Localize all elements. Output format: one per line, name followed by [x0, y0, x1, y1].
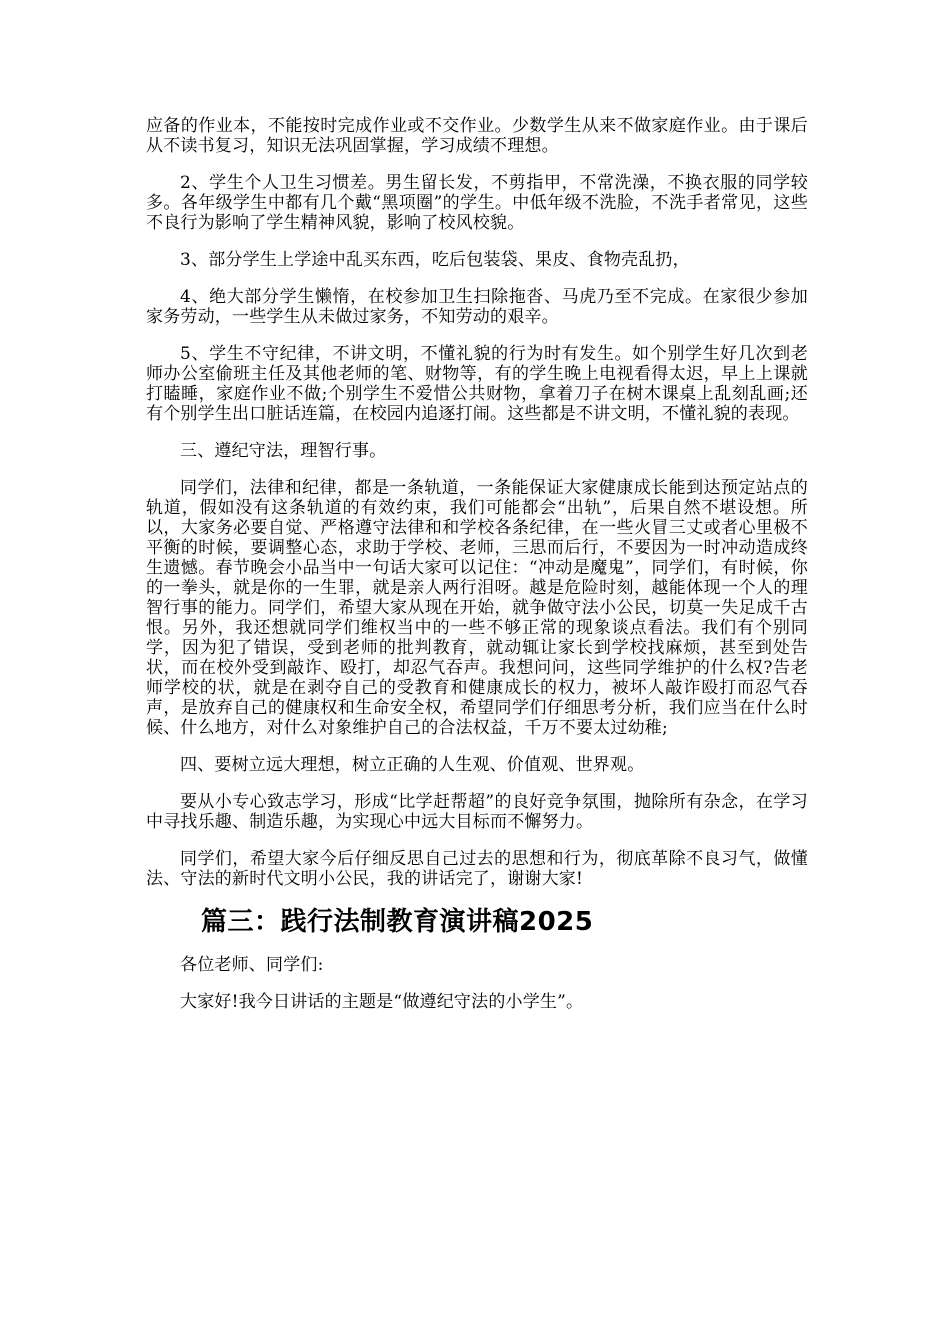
paragraph-homework-continued: 应备的作业本，不能按时完成作业或不交作业。少数学生从来不做家庭作业。由于课后从不读书复习，知识无法巩固掌握，学习成绩不理想。	[146, 116, 808, 156]
paragraph-salutation: 各位老师、同学们:	[180, 955, 324, 975]
paragraph-greeting: 大家好!我今日讲话的主题是“做遵纪守法的小学生”。	[180, 992, 584, 1012]
paragraph-discipline: 5、学生不守纪律，不讲文明，不懂礼貌的行为时有发生。如个别学生好几次到老师办公室偷班主任及其他老师的笔、财物等，有的学生晚上电视看得太迟，早上上课就打瞌睡，家庭作业不做;个别学生不爱惜公共财物，拿着刀子在树木课桌上乱刻乱画;还有个别学生出口脏话连篇，在校园内追逐打闹。这些都是不讲文明，不懂礼貌的表现。	[146, 344, 808, 424]
paragraph-closing: 同学们，希望大家今后仔细反思自己过去的思想和行为，彻底革除不良习气，做懂法、守法的新时代文明小公民，我的讲话完了，谢谢大家!	[146, 849, 808, 889]
paragraph-study: 要从小专心致志学习，形成“比学赶帮超”的良好竞争氛围，抛除所有杂念，在学习中寻找乐趣、制造乐趣，为实现心中远大目标而不懈努力。	[146, 792, 808, 832]
paragraph-law-and-discipline: 同学们，法律和纪律，都是一条轨道，一条能保证大家健康成长能到达预定站点的轨道，假如没有这条轨道的有效约束，我们可能都会“出轨”，后果自然不堪设想。所以，大家务必要自觉、严格遵守法律和和学校各条纪律，在一些火冒三丈或者心里极不平衡的时候，要调整心态，求助于学校、老师，三思而后行，不要因为一时冲动造成终生遗憾。春节晚会小品当中一句话大家可以记住：“冲动是魔鬼”，同学们，有时候，你的一拳头，就是你的一生罪，就是亲人两行泪呀。越是危险时刻，越能体现一个人的理智行事的能力。同学们，希望大家从现在开始，就争做守法小公民，切莫一失足成千古恨。另外，我还想就同学们维权当中的一些不够正常的现象谈点看法。我们有个别同学，因为犯了错误，受到老师的批判教育，就动辄让家长到学校找麻烦，甚至到处告状，而在校外受到敲诈、殴打，却忍气吞声。我想问问，这些同学维护的什么权?告老师学校的状，就是在剥夺自己的受教育和健康成长的权力，被坏人敲诈殴打而忍气吞声，是放弃自己的健康权和生命安全权，希望同学们仔细思考分析，我们应当在什么时候、什么地方，对什么对象维护自己的合法权益，千万不要太过幼稚;	[146, 478, 808, 738]
paragraph-laziness: 4、绝大部分学生懒惰，在校参加卫生扫除拖沓、马虎乃至不完成。在家很少参加家务劳动，一些学生从未做过家务，不知劳动的艰辛。	[146, 287, 808, 327]
paragraph-heading-ideals: 四、要树立远大理想，树立正确的人生观、价值观、世界观。	[180, 755, 645, 775]
paragraph-hygiene: 2、学生个人卫生习惯差。男生留长发，不剪指甲，不常洗澡，不换衣服的同学较多。各年级学生中都有几个戴“黑项圈”的学生。中低年级不洗脸，不洗手者常见，这些不良行为影响了学生精神风貌，影响了校风校貌。	[146, 173, 808, 233]
document-body	[146, 116, 808, 1029]
paragraph-littering: 3、部分学生上学途中乱买东西，吃后包装袋、果皮、食物壳乱扔，	[180, 250, 690, 270]
section-title: 篇三：践行法制教育演讲稿2025	[201, 907, 594, 937]
paragraph-heading-law: 三、遵纪守法，理智行事。	[180, 441, 387, 461]
